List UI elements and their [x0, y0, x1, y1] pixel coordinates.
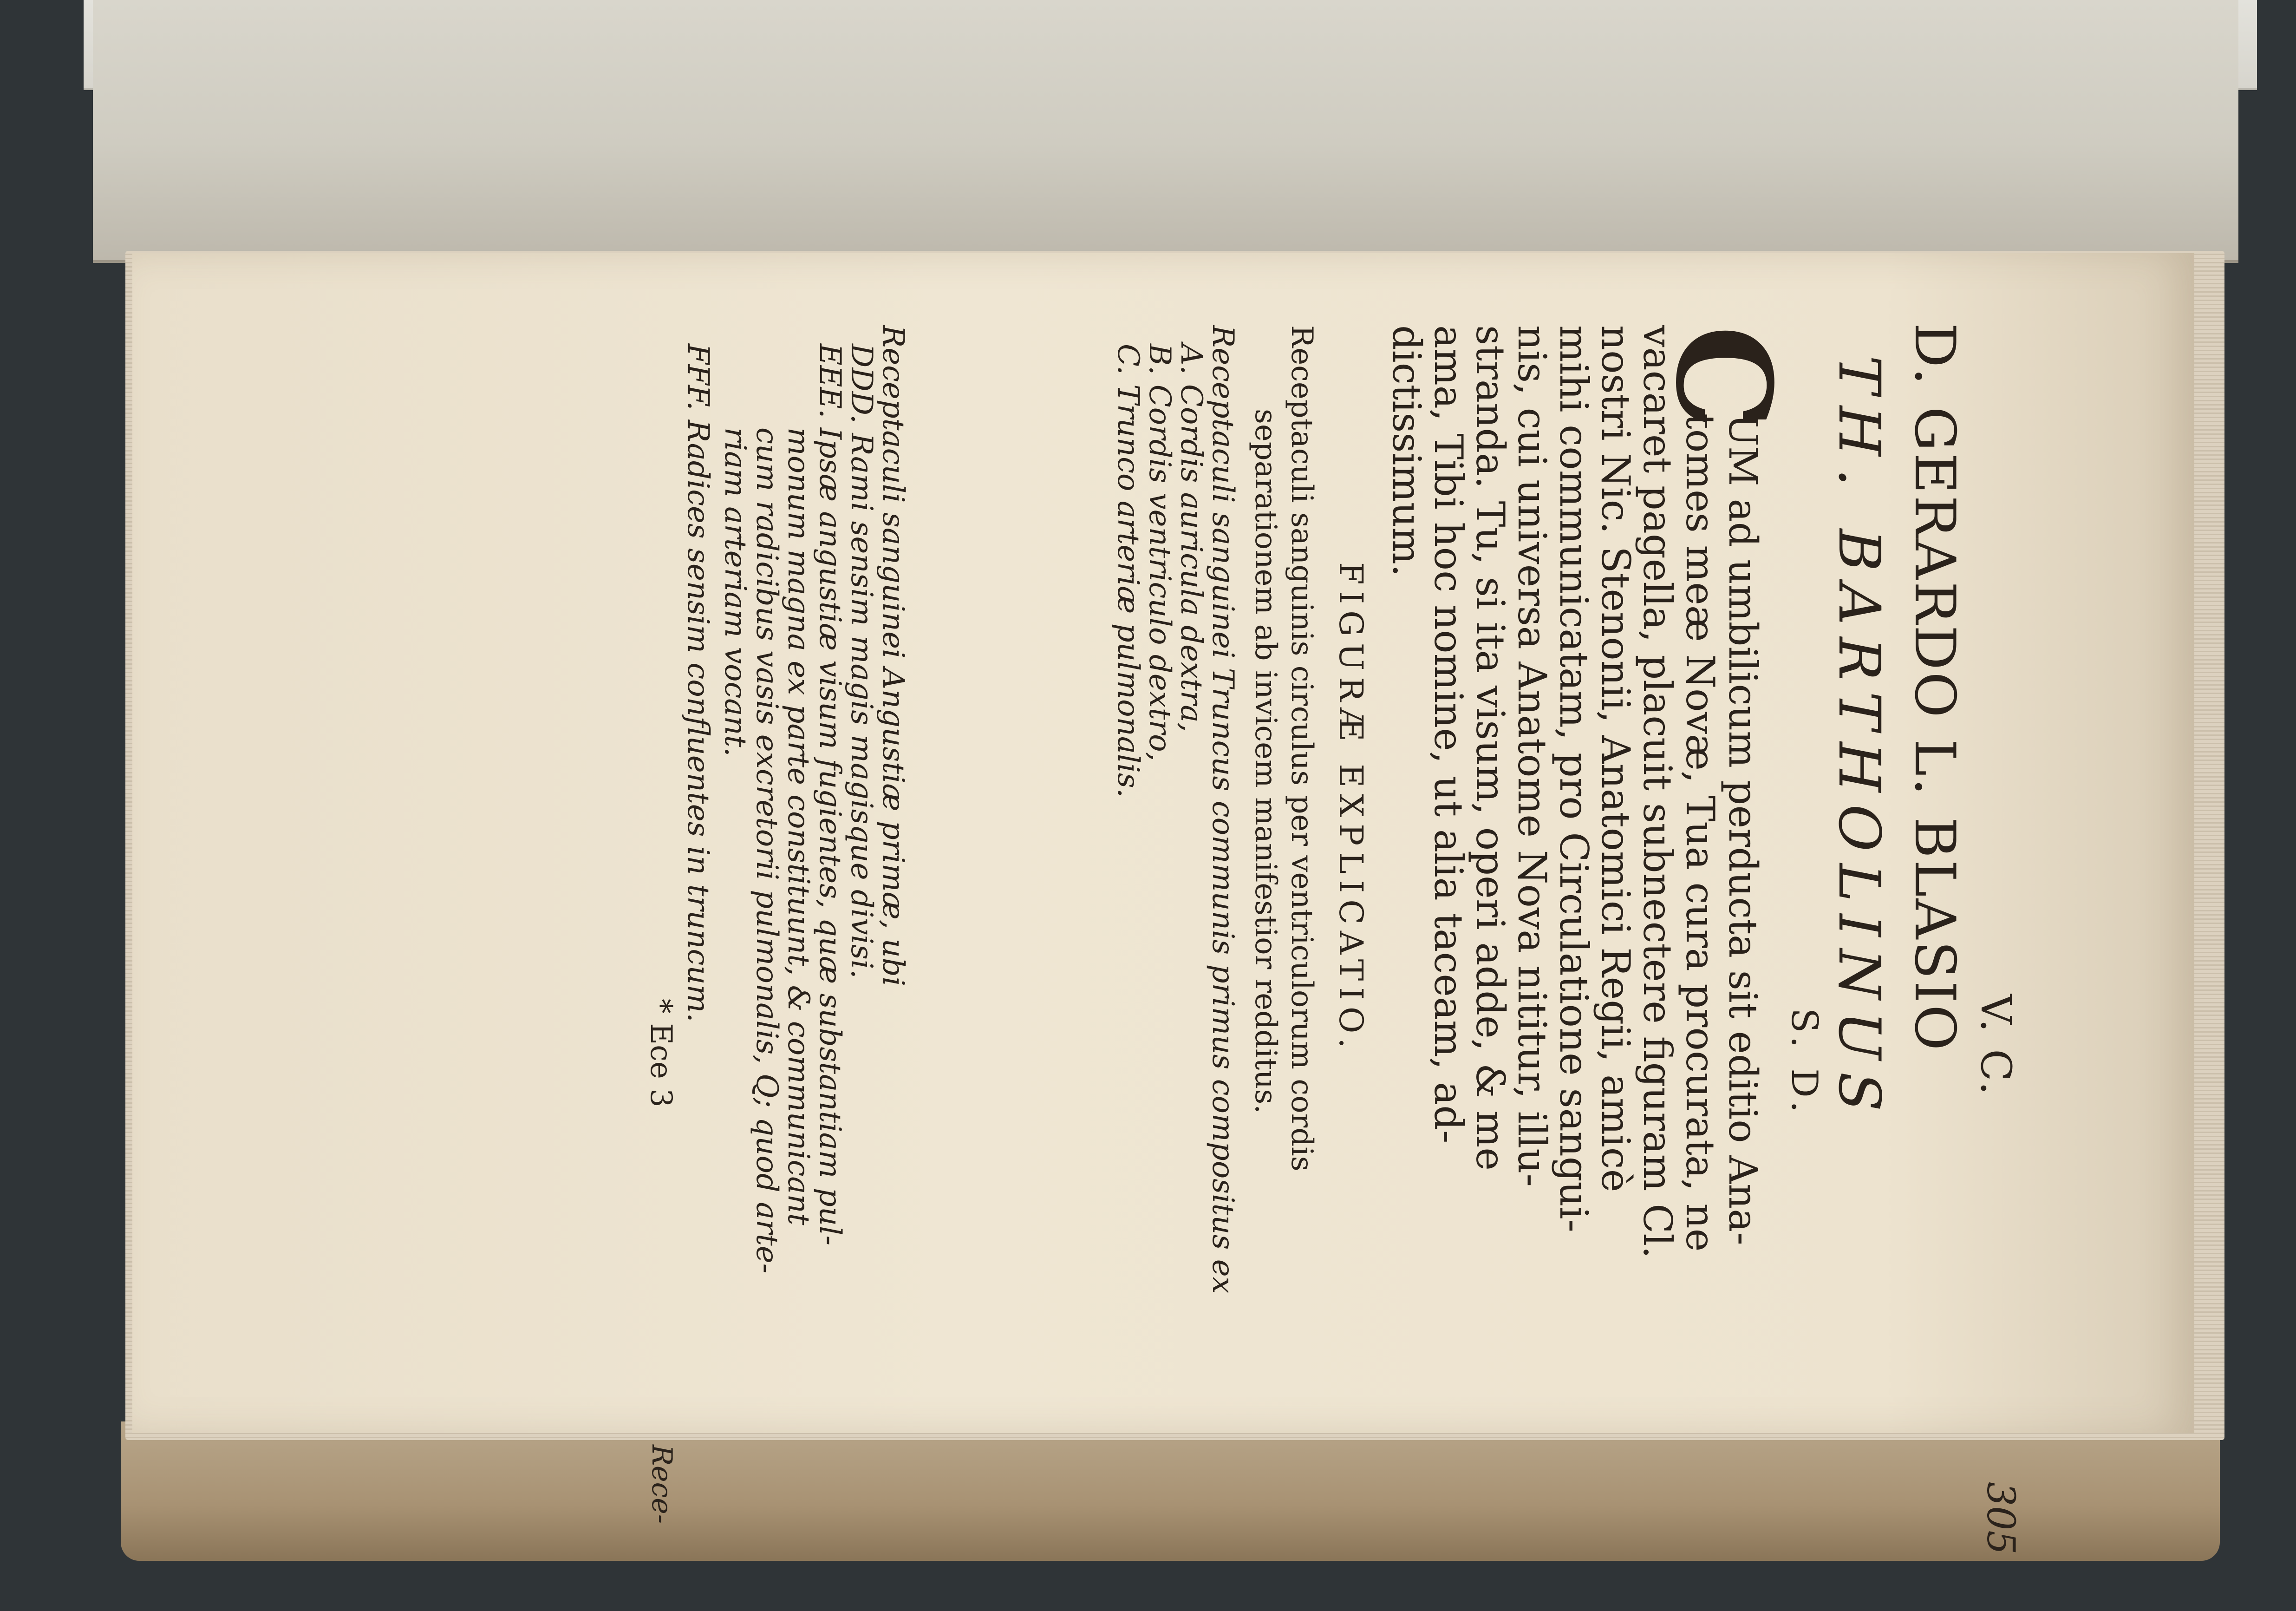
- letter-line: mihi communicatam, pro Circulatione sangui-: [1551, 325, 1597, 1232]
- salutation: S. D.: [1783, 1008, 1825, 1117]
- vc-heading: V. C.: [1971, 994, 2020, 1097]
- letter-line: UM ad umbilicum perducta sit editio Ana-: [1720, 413, 1766, 1245]
- figure-item: monum magna ex parte constituunt, & communicant: [781, 427, 815, 1225]
- letter-line: tomes meæ Novæ, Tua cura procurata, ne: [1677, 413, 1723, 1252]
- figure-item: Receptaculi sanguinei Truncus communis primus compositus ex: [1206, 325, 1240, 1294]
- facing-page-edge: [93, 0, 2238, 263]
- letter-line: stranda. Tu, si ita visum, operi adde, & me: [1468, 325, 1513, 1171]
- figure-intro-line: separationem ab invicem manifestior redditus.: [1248, 409, 1283, 1114]
- figure-item: FFF. Radices sensim confluentes in truncum.: [681, 344, 715, 1022]
- signature-mark: * Ece 3: [644, 999, 678, 1107]
- letter-line: nis, cui universa Anatome Nova nititur, illu-: [1509, 325, 1555, 1187]
- figure-item: C. Trunco arteriæ pulmonalis.: [1111, 344, 1145, 798]
- figure-item: cum radicibus vasis excretorii pulmonalis, Q; quod arte-: [750, 427, 784, 1274]
- letter-line: dictissimum.: [1384, 325, 1429, 577]
- page-text: [1111, 255, 2029, 1611]
- catchword: Rece-: [646, 1445, 678, 1524]
- figure-item: Receptaculi sanguinei Angustiæ primæ, ubi: [876, 325, 910, 987]
- sender-heading: TH. BARTHOLINUS: [1826, 355, 1892, 1124]
- figure-item: EEE. Ipsæ angustiæ visum fugientes, quæ substantiam pul-: [813, 344, 847, 1246]
- figure-item: DDD. Rami sensim magis magisque divisi.: [844, 344, 879, 979]
- figure-item: A. Cordis auricula dextra,: [1174, 344, 1208, 732]
- recipient-heading: D. GERARDO L. BLASIO: [1902, 323, 1967, 1053]
- figure-item: riam arteriam vocant.: [718, 427, 752, 757]
- letter-line: ama, Tibi hoc nomine, ut alia taceam, ad-: [1426, 325, 1471, 1144]
- page-number: 305: [1978, 1482, 2022, 1555]
- figure-item: B. Cordis ventriculo dextro,: [1142, 344, 1177, 761]
- letter-line: vacaret pagella, placuit subnectere figuram Cl.: [1635, 325, 1680, 1258]
- page-text-continued: [260, 255, 910, 1611]
- figure-heading: FIGURÆ EXPLICATIO.: [1332, 562, 1370, 1055]
- drop-cap: C: [1647, 325, 1800, 429]
- figure-intro-line: Receptaculi sanguinis circulus per ventriculorum cordis: [1285, 325, 1319, 1172]
- letter-line: nostri Nic. Stenonii, Anatomici Regii, amicè: [1593, 325, 1638, 1192]
